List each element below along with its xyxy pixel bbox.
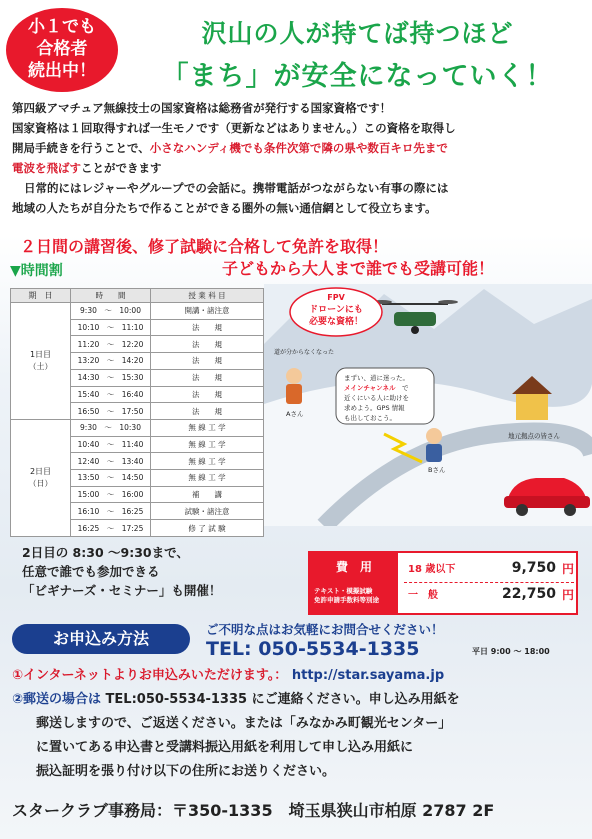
person-b-label: Bさん bbox=[428, 466, 446, 474]
fee-box bbox=[308, 551, 578, 615]
note-line-2: 任意で誰でも参加できる bbox=[22, 564, 160, 579]
fee-amount-general: 22,750 bbox=[501, 586, 556, 602]
drone-line-2: 必要な資格！ bbox=[308, 317, 364, 327]
note-line-1: 2日目の 8:30 ～9:30まで、 bbox=[22, 545, 189, 560]
highlight-line-1: ２日間の講習後、修了試験に合格して免許を取得！ bbox=[20, 237, 389, 256]
schedule-time: 16:25 ～ 17:25 bbox=[71, 520, 151, 537]
schedule-row bbox=[11, 303, 264, 320]
step2-line-d: 振込証明を張り付け以下の住所にお送りください。 bbox=[36, 764, 336, 779]
schedule-time: 10:40 ～ 11:40 bbox=[71, 436, 151, 453]
schedule-subject: 法 規 bbox=[151, 386, 264, 403]
fee-note-2: 免許申請手数料等別途 bbox=[314, 596, 379, 604]
apply-step-internet bbox=[12, 664, 587, 688]
fee-title: 費 用 bbox=[336, 560, 373, 574]
step2-a: にご連絡ください。申し込み用紙を bbox=[251, 692, 460, 707]
schedule-subject: 法 規 bbox=[151, 319, 264, 336]
schedule-header-subject: 授 業 科 目 bbox=[151, 289, 264, 303]
intro-p4: 地域の人たちが自分たちで作ることができる圏外の無い通信網として役立ちます。 bbox=[12, 201, 437, 215]
bubble-line-2b: で bbox=[402, 384, 409, 392]
bubble-line-1: まずい、道に迷った。 bbox=[344, 374, 409, 382]
schedule-subject: 試験・諸注意 bbox=[151, 503, 264, 520]
intro-p2b-red: 小さなハンディ機でも条件次第で隣の県や数百キロ先まで bbox=[149, 141, 448, 155]
bubble-line-5: も出しておこう。 bbox=[344, 414, 396, 422]
intro-p2c-plain: ことができます bbox=[81, 161, 162, 175]
schedule-title: ▼時間割 bbox=[10, 263, 63, 279]
apply-step-mail bbox=[12, 688, 587, 784]
schedule-time: 9:30 ～ 10:00 bbox=[71, 303, 151, 320]
lost-speech-bubble bbox=[336, 368, 434, 424]
tel-label: TEL: bbox=[206, 638, 252, 660]
schedule-time: 15:40 ～ 16:40 bbox=[71, 386, 151, 403]
step1-text: ①インターネットよりお申込みいただけます。： bbox=[12, 668, 288, 683]
step2-line-c: に置いてある申込書と受講料振込用紙を利用して申し込み用紙に bbox=[36, 740, 414, 755]
fee-note bbox=[314, 587, 398, 605]
fpv-label: FPV bbox=[327, 293, 345, 302]
fee-note-1: テキスト・模擬試験 bbox=[314, 587, 373, 595]
schedule-subject: 開講・諸注意 bbox=[151, 303, 264, 320]
headline-line-1: 沢山の人が持てば持つほど bbox=[201, 19, 514, 48]
schedule-day-day1: 1日目 （土） bbox=[11, 303, 71, 420]
intro-text bbox=[12, 98, 582, 218]
schedule-body bbox=[11, 303, 264, 537]
schedule-time: 16:10 ～ 16:25 bbox=[71, 503, 151, 520]
intro-p2b bbox=[12, 138, 582, 158]
intro-p1: 第四級アマチュア無線技士の国家資格は総務省が発行する国家資格です！ bbox=[12, 101, 392, 115]
schedule-subject: 補 講 bbox=[151, 486, 264, 503]
phone-contact bbox=[206, 638, 419, 660]
step2-line-a bbox=[12, 688, 587, 712]
schedule-time: 9:30 ～ 10:30 bbox=[71, 419, 151, 436]
person-b-icon bbox=[426, 428, 442, 462]
schedule-subject: 無 線 工 学 bbox=[151, 470, 264, 487]
person-a-label: Aさん bbox=[286, 410, 304, 418]
step2-pre: ②郵送の場合は bbox=[12, 692, 102, 707]
office-hours: 平日 9:00 ～ 18:00 bbox=[472, 647, 550, 656]
bubble-line-4: 求めよう。GPS 情報 bbox=[344, 404, 405, 412]
intro-p2a: 国家資格は１回取得すれば一生モノです（更新などはありません。）この資格を取得し bbox=[12, 121, 456, 135]
fee-divider bbox=[404, 582, 574, 583]
schedule-time: 13:50 ～ 14:50 bbox=[71, 470, 151, 487]
intro-p2c-red: 電波を飛ばす bbox=[12, 161, 81, 175]
bubble-line-3: 近くにいる人に助けを bbox=[344, 394, 409, 402]
center-label: 地元拠点の皆さん bbox=[508, 432, 560, 440]
schedule-header-time: 時 間 bbox=[71, 289, 151, 303]
schedule-table bbox=[10, 288, 264, 537]
schedule-time: 14:30 ～ 15:30 bbox=[71, 369, 151, 386]
fee-label-under18: 18 歳以下 bbox=[408, 564, 456, 575]
badge-line-1: 小１でも bbox=[28, 17, 96, 37]
intro-p2b-plain: 開局手続きを行うことで、 bbox=[12, 141, 150, 155]
schedule-subject: 法 規 bbox=[151, 336, 264, 353]
apply-method-heading: お申込み方法 bbox=[12, 624, 190, 654]
schedule-subject: 無 線 工 学 bbox=[151, 419, 264, 436]
schedule-subject: 法 規 bbox=[151, 403, 264, 420]
schedule-subject: 無 線 工 学 bbox=[151, 453, 264, 470]
schedule-time: 15:00 ～ 16:00 bbox=[71, 486, 151, 503]
lost-note: 道が分からなくなった bbox=[274, 349, 335, 356]
schedule-time: 16:50 ～ 17:50 bbox=[71, 403, 151, 420]
schedule-row bbox=[11, 419, 264, 436]
schedule-subject: 法 規 bbox=[151, 353, 264, 370]
office-address: スタークラブ事務局：〒350-1335 埼玉県狭山市柏原 2787 2F bbox=[12, 801, 495, 820]
fpv-bubble bbox=[290, 288, 382, 336]
badge-line-2: 合格者 bbox=[36, 39, 88, 59]
person-a-icon bbox=[286, 368, 302, 404]
intro-p3: 日常的にはレジャーやグループでの会話に。携帯電話がつながらない有事の際には bbox=[24, 181, 449, 195]
fee-amount-under18: 9,750 bbox=[511, 560, 556, 576]
schedule-time: 10:10 ～ 11:10 bbox=[71, 319, 151, 336]
intro-p2c bbox=[12, 158, 582, 178]
note-line-3: 「ビギナーズ・セミナー」も開催！ bbox=[22, 583, 222, 598]
step2-line-b: 郵送しますので、ご返送ください。または「みなかみ町観光センター」 bbox=[36, 716, 452, 731]
schedule-header-date: 期 日 bbox=[11, 289, 71, 303]
step1-url-link[interactable]: http://star.sayama.jp bbox=[291, 668, 445, 683]
fee-header bbox=[310, 553, 398, 613]
step2-tel[interactable]: TEL:050-5534-1335 bbox=[105, 692, 248, 707]
beginner-seminar-note bbox=[22, 543, 312, 600]
qualified-badge bbox=[6, 8, 118, 92]
inquiry-text: ご不明な点はお気軽にお問合せください！ bbox=[206, 622, 444, 637]
schedule-day-day2: 2日目 （日） bbox=[11, 419, 71, 536]
schedule-subject: 法 規 bbox=[151, 369, 264, 386]
schedule-time: 11:20 ～ 12:20 bbox=[71, 336, 151, 353]
tel-number[interactable]: 050-5534-1335 bbox=[258, 638, 420, 660]
schedule-time: 13:20 ～ 14:20 bbox=[71, 353, 151, 370]
badge-line-3: 続出中！ bbox=[28, 61, 96, 81]
drone-line-1: ドローンにも bbox=[309, 305, 363, 315]
headline-line-2: 「まち」が安全になっていく！ bbox=[161, 61, 554, 92]
fee-yen-general: 円 bbox=[561, 588, 574, 602]
fee-label-general: 一 般 bbox=[408, 590, 438, 601]
schedule-header-row bbox=[11, 289, 264, 303]
schedule-time: 12:40 ～ 13:40 bbox=[71, 453, 151, 470]
schedule-subject: 無 線 工 学 bbox=[151, 436, 264, 453]
radio-usage-illustration bbox=[264, 284, 592, 526]
fee-yen-under18: 円 bbox=[561, 562, 574, 576]
bubble-line-2: メインチャンネル bbox=[344, 384, 396, 392]
schedule-subject: 修 了 試 験 bbox=[151, 520, 264, 537]
highlight-line-2: 子どもから大人まで誰でも受講可能！ bbox=[222, 259, 495, 278]
